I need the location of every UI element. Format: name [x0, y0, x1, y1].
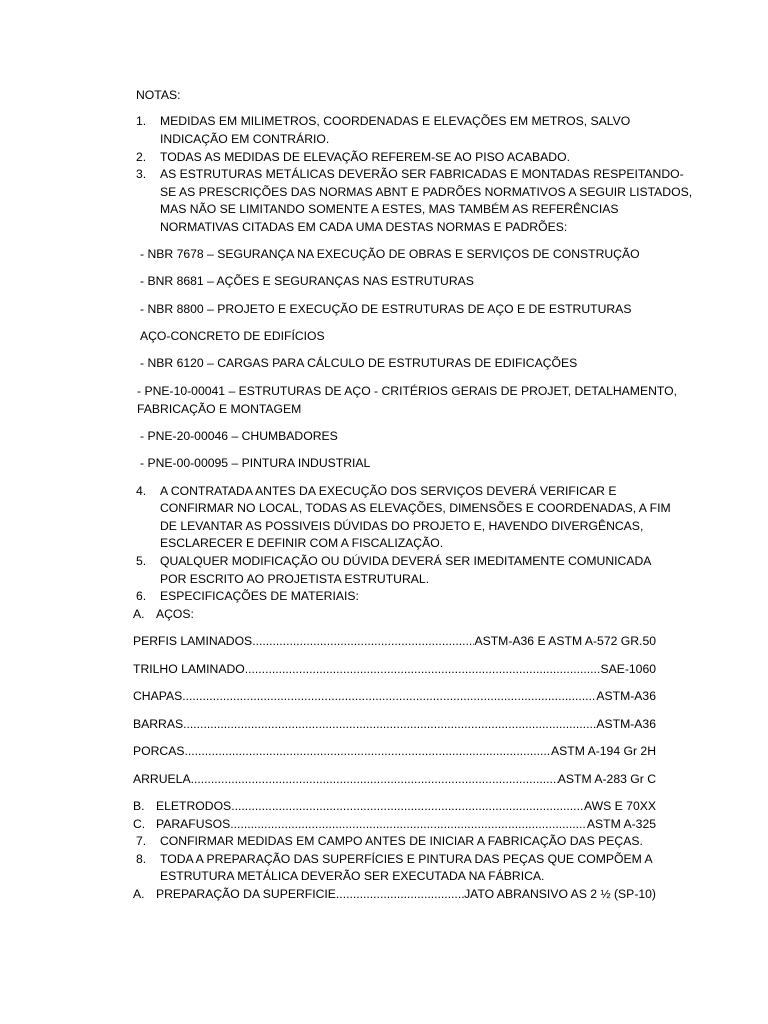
material-label: PERFIS LAMINADOS: [133, 634, 253, 648]
material-label: BARRAS: [133, 717, 184, 731]
dot-leader: [336, 886, 464, 903]
norm-item: - PNE-10-00041 – ESTRUTURAS DE AÇO - CRITÉRIOS GERAIS DE PROJET, DETALHAMENTO,: [137, 384, 677, 398]
material-value: ASTM-A36 E ASTM A-572 GR.50: [474, 634, 656, 648]
note-number: 3.: [136, 167, 147, 181]
material-label: CHAPAS: [133, 689, 183, 703]
dot-leader: [231, 798, 584, 815]
section-label: AÇOS:: [156, 607, 194, 621]
dot-leader: [230, 816, 587, 833]
section-letter: A.: [133, 887, 145, 901]
material-label: PORCAS: [133, 744, 185, 758]
norm-item: - PNE-00-00095 – PINTURA INDUSTRIAL: [140, 456, 371, 470]
section-letter: B.: [133, 799, 145, 813]
note-line: QUALQUER MODIFICAÇÃO OU DÚVIDA DEVERÁ SER IMEDITAMENTE COMUNICADA: [160, 554, 652, 568]
note-number: 1.: [136, 114, 147, 128]
material-row: [133, 886, 656, 903]
note-number: 6.: [136, 589, 147, 603]
note-line: ESCLARECER E DEFINIR COM A FISCALIZAÇÃO.: [160, 536, 444, 550]
material-value: ASTM-A36: [596, 689, 656, 703]
norm-item: AÇO-CONCRETO DE EDIFÍCIOS: [140, 329, 325, 343]
note-number: 7.: [136, 834, 147, 848]
note-line: CONFIRMAR MEDIDAS EM CAMPO ANTES DE INICIAR A FABRICAÇÃO DAS PEÇAS.: [160, 834, 643, 848]
dot-leader: [191, 771, 558, 788]
note-line: POR ESCRITO AO PROJETISTA ESTRUTURAL.: [160, 572, 430, 586]
note-number: 4.: [136, 484, 147, 498]
material-label: ELETRODOS: [156, 799, 232, 813]
note-line: NORMATIVAS CITADAS EM CADA UMA DESTAS NORMAS E PADRÕES:: [160, 220, 568, 234]
norm-item: - BNR 8681 – AÇÕES E SEGURANÇAS NAS ESTRUTURAS: [140, 274, 474, 288]
note-number: 2.: [136, 150, 147, 164]
norm-item: - NBR 6120 – CARGAS PARA CÁLCULO DE ESTRUTURAS DE EDIFICAÇÕES: [140, 356, 578, 370]
note-line: CONFIRMAR NO LOCAL, TODAS AS ELEVAÇÕES, DIMENSÕES E COORDENADAS, A FIM: [160, 501, 671, 515]
dot-leader: [252, 633, 474, 650]
section-letter: A.: [133, 607, 145, 621]
material-value: ASTM A-283 Gr C: [557, 772, 656, 786]
material-row: [133, 716, 656, 733]
section-letter: C.: [133, 817, 146, 831]
note-line: TODA A PREPARAÇÃO DAS SUPERFÍCIES E PINTURA DAS PEÇAS QUE COMPÕEM A: [160, 852, 653, 866]
material-label: PREPARAÇÃO DA SUPERFICIE: [156, 887, 336, 901]
material-value: ASTM-A36: [596, 717, 656, 731]
norm-item: FABRICAÇÃO E MONTAGEM: [137, 402, 302, 416]
note-line: MEDIDAS EM MILIMETROS, COORDENADAS E ELEVAÇÕES EM METROS, SALVO: [160, 114, 631, 128]
note-line: SE AS PRESCRIÇÕES DAS NORMAS ABNT E PADRÕES NORMATIVOS A SEGUIR LISTADOS,: [160, 185, 693, 199]
note-line: ESPECIFICAÇÕES DE MATERIAIS:: [160, 589, 359, 603]
dot-leader: [182, 688, 596, 705]
material-value: ASTM A-325: [586, 817, 656, 831]
material-row: [133, 633, 656, 650]
note-line: DE LEVANTAR AS POSSIVEIS DÚVIDAS DO PROJETO E, HAVENDO DIVERGÊNCAS,: [160, 519, 644, 533]
note-line: MAS NÃO SE LIMITANDO SOMENTE A ESTES, MAS TAMBÉM AS REFERÊNCIAS: [160, 202, 619, 216]
dot-leader: [183, 716, 596, 733]
material-value: JATO ABRANSIVO AS 2 ½ (SP-10): [464, 887, 656, 901]
note-line: TODAS AS MEDIDAS DE ELEVAÇÃO REFEREM-SE AO PISO ACABADO.: [160, 150, 570, 164]
material-row: [133, 661, 656, 678]
dot-leader: [245, 661, 601, 678]
material-label: PARAFUSOS: [156, 817, 231, 831]
material-value: SAE-1060: [600, 662, 656, 676]
note-line: AS ESTRUTURAS METÁLICAS DEVERÃO SER FABRICADAS E MONTADAS RESPEITANDO-: [160, 167, 684, 181]
note-line: INDICAÇÃO EM CONTRÁRIO.: [160, 132, 330, 146]
dot-leader: [184, 743, 551, 760]
note-line: ESTRUTURA METÁLICA DEVERÃO SER EXECUTADA NA FÁBRICA.: [160, 869, 545, 883]
notes-title: NOTAS:: [136, 88, 181, 102]
norm-item: - PNE-20-00046 – CHUMBADORES: [140, 429, 338, 443]
material-row: [133, 771, 656, 788]
norm-item: - NBR 8800 – PROJETO E EXECUÇÃO DE ESTRUTURAS DE AÇO E DE ESTRUTURAS: [140, 302, 632, 316]
note-line: A CONTRATADA ANTES DA EXECUÇÃO DOS SERVIÇOS DEVERÁ VERIFICAR E: [160, 484, 617, 498]
material-row: [133, 798, 656, 815]
material-value: AWS E 70XX: [583, 799, 656, 813]
material-row: [133, 816, 656, 833]
material-label: TRILHO LAMINADO: [133, 662, 245, 676]
material-row: [133, 688, 656, 705]
note-number: 8.: [136, 852, 147, 866]
norm-item: - NBR 7678 – SEGURANÇA NA EXECUÇÃO DE OBRAS E SERVIÇOS DE CONSTRUÇÃO: [140, 247, 640, 261]
material-label: ARRUELA: [133, 772, 191, 786]
note-number: 5.: [136, 554, 147, 568]
material-row: [133, 743, 656, 760]
material-value: ASTM A-194 Gr 2H: [551, 744, 656, 758]
